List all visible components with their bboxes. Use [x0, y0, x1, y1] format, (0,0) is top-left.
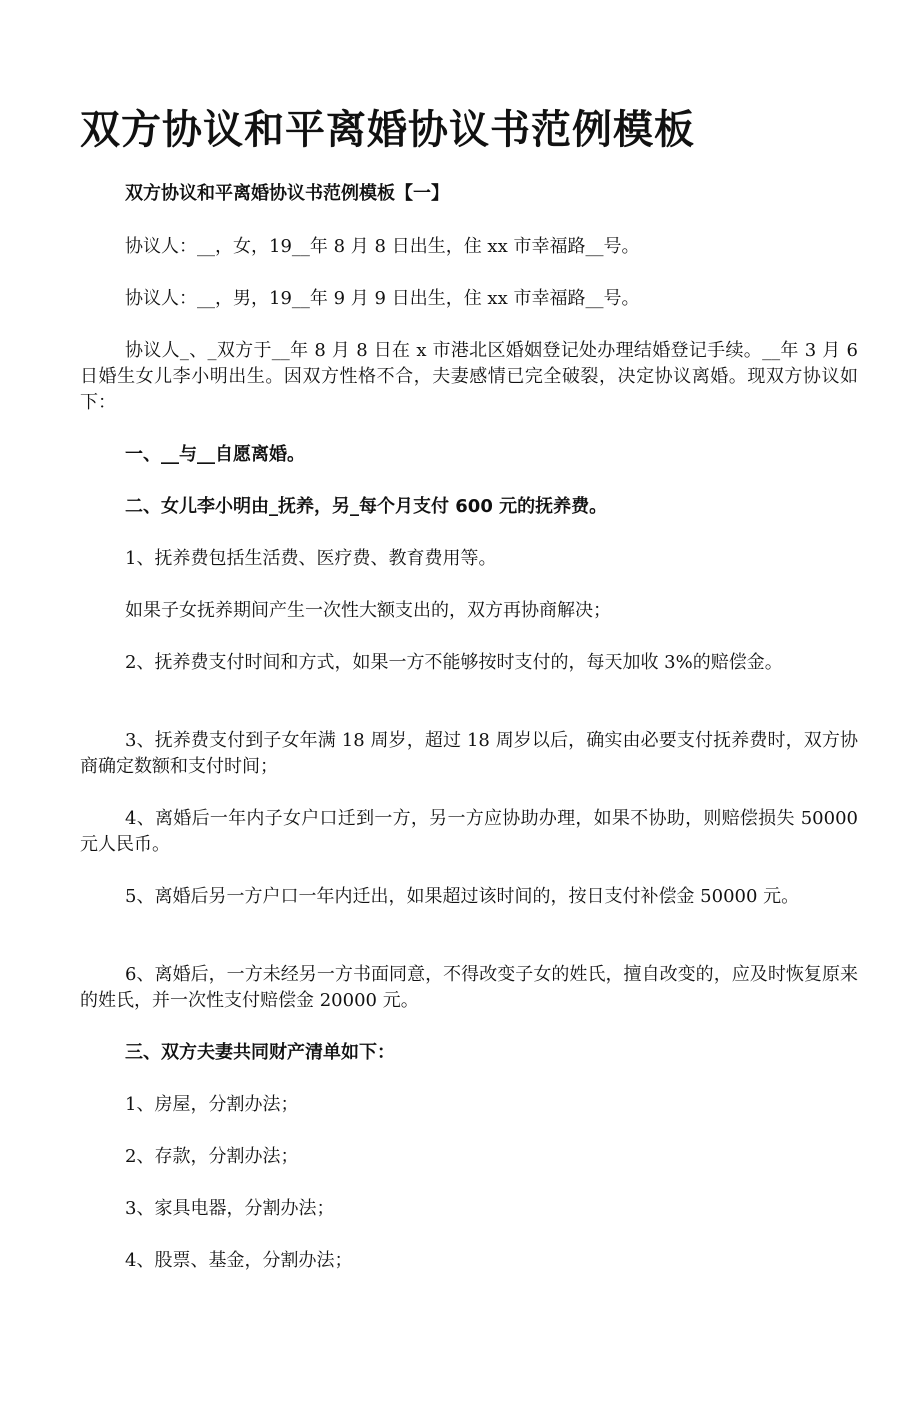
clause-three-heading: 三、双方夫妻共同财产清单如下： [125, 1042, 395, 1063]
document-title: 双方协议和平离婚协议书范例模板 [80, 107, 695, 153]
property-item-3: 3、家具电器，分割办法； [125, 1198, 335, 1219]
clause-two-item-5: 5、离婚后另一方户口一年内迁出，如果超过该时间的，按日支付补偿金 50000 元。 [125, 886, 800, 907]
clause-two-item-3: 3、抚养费支付到子女年满 18 周岁，超过 18 周岁以后，确实由必要支付抚养费时，双方协商确定数额和支付时间； [80, 730, 858, 777]
property-item-1: 1、房屋，分割办法； [125, 1094, 299, 1115]
clause-one-heading: 一、__与__自愿离婚。 [125, 444, 305, 465]
clause-two-note: 如果子女抚养期间产生一次性大额支出的，双方再协商解决； [125, 600, 611, 621]
clause-two-item-6: 6、离婚后，一方未经另一方书面同意，不得改变子女的姓氏，擅自改变的，应及时恢复原来的姓氏，并一次性支付赔偿金 20000 元。 [80, 964, 858, 1011]
party-one-paragraph: 协议人：__，女，19__年 8 月 8 日出生，住 xx 市幸福路__号。 [125, 236, 640, 257]
clause-two-item-4: 4、离婚后一年内子女户口迁到一方，另一方应协助办理，如果不协助，则赔偿损失 50000 元人民币。 [80, 808, 858, 855]
section-heading-one: 双方协议和平离婚协议书范例模板【一】 [125, 183, 449, 204]
clause-two-heading: 二、女儿李小明由_抚养，另_每个月支付 600 元的抚养费。 [125, 496, 608, 517]
clause-two-item-2: 2、抚养费支付时间和方式，如果一方不能够按时支付的，每天加收 3%的赔偿金。 [125, 652, 783, 673]
party-two-paragraph: 协议人：__，男，19__年 9 月 9 日出生，住 xx 市幸福路__号。 [125, 288, 640, 309]
property-item-4: 4、股票、基金，分割办法； [125, 1250, 353, 1271]
property-item-2: 2、存款，分割办法； [125, 1146, 299, 1167]
intro-paragraph: 协议人_、_双方于__年 8 月 8 日在 x 市港北区婚姻登记处办理结婚登记手续。__年 3 月 6 日婚生女儿李小明出生。因双方性格不合，夫妻感情已完全破裂，决定协议离婚。现双方协议如下： [80, 340, 858, 413]
clause-two-item-1: 1、抚养费包括生活费、医疗费、教育费用等。 [125, 548, 497, 569]
